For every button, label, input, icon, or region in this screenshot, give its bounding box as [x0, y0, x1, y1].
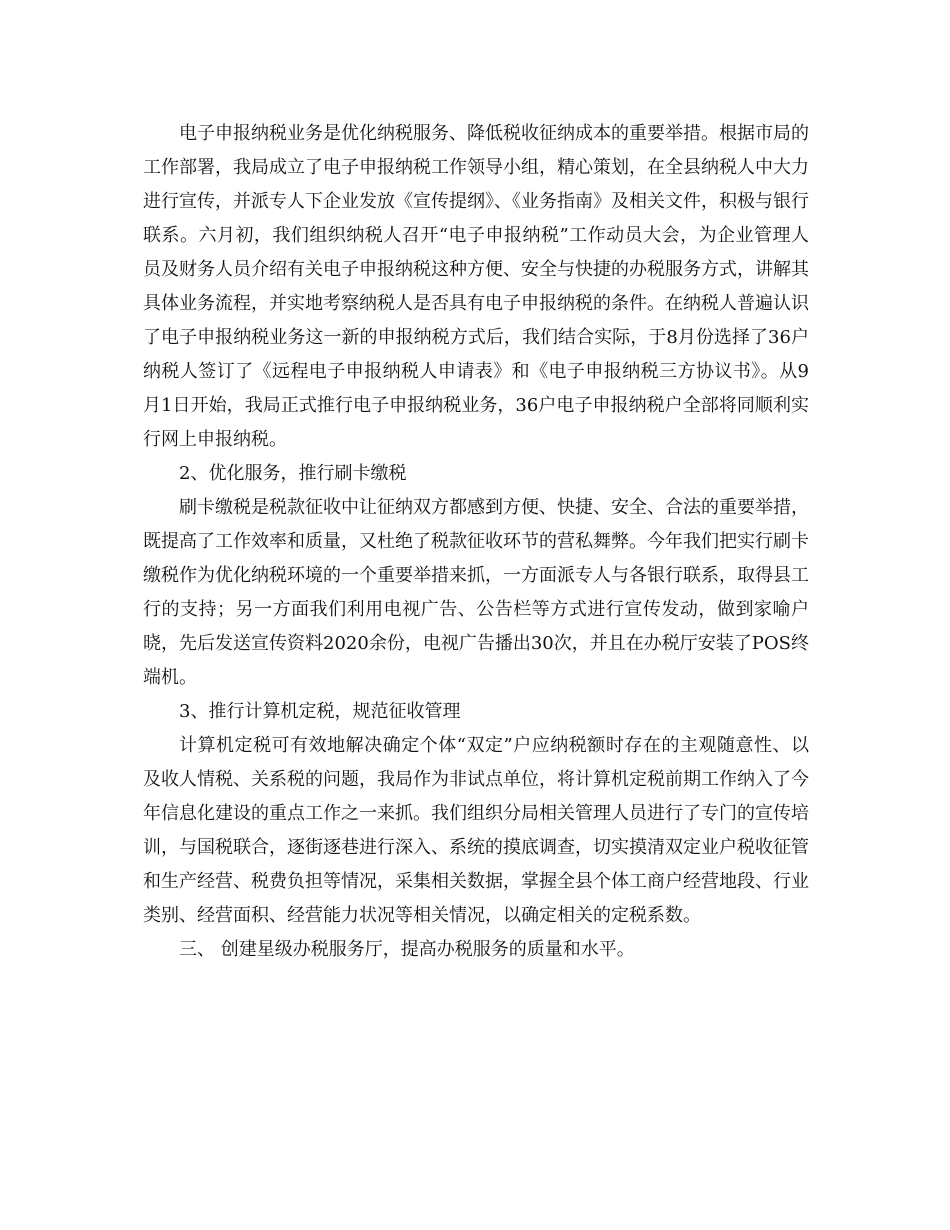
section-heading-computer-tax: 3、推行计算机定税，规范征收管理	[179, 701, 461, 722]
section-heading-star-service-hall: 三、 创建星级办税服务厅，提高办税服务的质量和水平。	[179, 939, 635, 960]
paragraph-card-payment: 刷卡缴税是税款征收中让征纳双方都感到方便、快捷、安全、合法的重要举措，既提高了工作效率和质量，又杜绝了税款征收环节的营私舞弊。今年我们把实行刷卡缴税作为优化纳税环境的一个重要举措来抓，一方面派专人与各银行联系，取得县工行的支持；另一方面我们利用电视广告、公告栏等方式进行宣传发动，做到家喻户晓，先后发送宣传资料2020余份，电视广告播出30次，并且在办税厅安装了POS终端机。	[143, 497, 809, 688]
paragraph-computer-tax: 计算机定税可有效地解决确定个体“双定”户应纳税额时存在的主观随意性、以及收人情税、关系税的问题，我局作为非试点单位，将计算机定税前期工作纳入了今年信息化建设的重点工作之一来抓。我们组织分局相关管理人员进行了专门的宣传培训，与国税联合，逐街逐巷进行深入、系统的摸底调查，切实摸清双定业户税收征管和生产经营、税费负担等情况，采集相关数据，掌握全县个体工商户经营地段、行业类别、经营面积、经营能力状况等相关情况，以确定相关的定税系数。	[143, 735, 809, 926]
paragraph-e-filing: 电子申报纳税业务是优化纳税服务、降低税收征纳成本的重要举措。根据市局的工作部署，我局成立了电子申报纳税工作领导小组，精心策划，在全县纳税人中大力进行宣传，并派专人下企业发放《宣传提纲》、《业务指南》及相关文件，积极与银行联系。六月初，我们组织纳税人召开“电子申报纳税”工作动员大会，为企业管理人员及财务人员介绍有关电子申报纳税这种方便、安全与快捷的办税服务方式，讲解其具体业务流程，并实地考察纳税人是否具有电子申报纳税的条件。在纳税人普遍认识了电子申报纳税业务这一新的申报纳税方式后，我们结合实际，于8月份选择了36户纳税人签订了《远程电子申报纳税人申请表》和《电子申报纳税三方协议书》。从9月1日开始，我局正式推行电子申报纳税业务，36户电子申报纳税户全部将同顺利实行网上申报纳税。	[143, 123, 809, 450]
section-heading-card-payment: 2、优化服务，推行刷卡缴税	[179, 463, 407, 484]
document-body	[143, 117, 809, 967]
